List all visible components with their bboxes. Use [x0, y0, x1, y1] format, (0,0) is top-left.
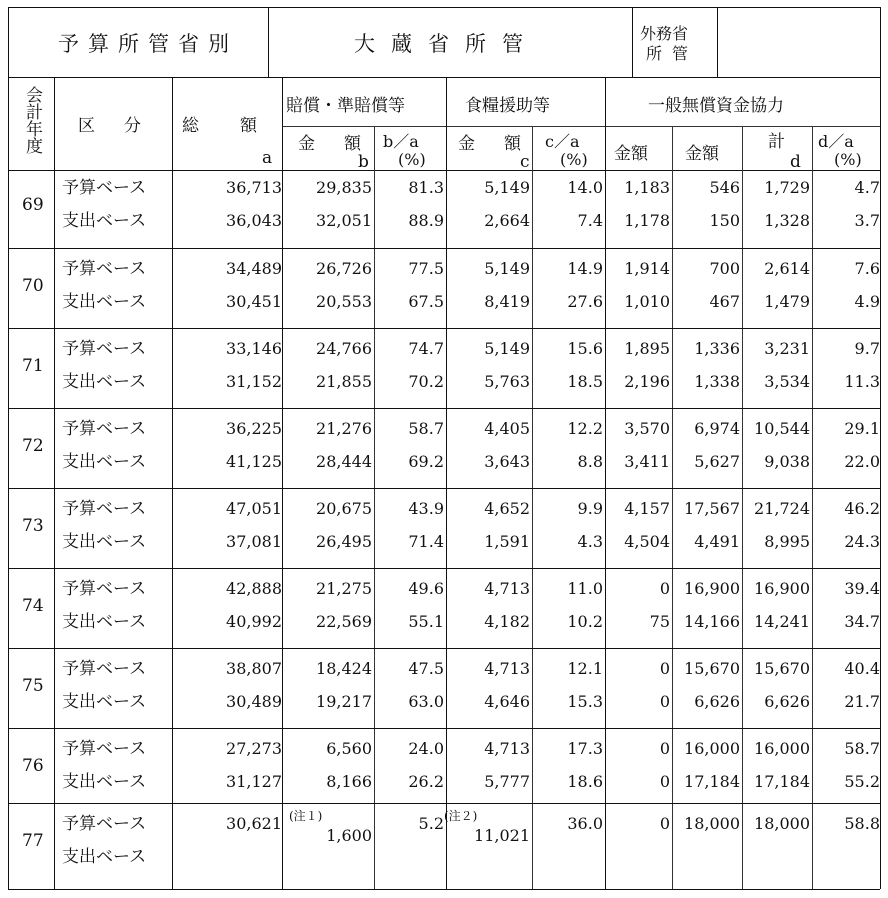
budget-d-cell: 2,614 — [764, 259, 810, 278]
budget-base-label: 予算ベース — [62, 579, 147, 599]
budget-ba-cell: 74.7 — [408, 339, 444, 358]
spend-da-cell: 22.0 — [844, 452, 880, 471]
budget-d-cell: 16,000 — [754, 739, 810, 758]
header-ratio-ca: c／a — [545, 132, 580, 151]
spend-da-cell: 34.7 — [844, 612, 880, 631]
spend-da-cell: 24.3 — [844, 532, 880, 551]
budget-c-cell: 4,652 — [484, 499, 530, 518]
spend-a-cell: 37,081 — [226, 532, 282, 551]
spend-a-cell: 36,043 — [226, 211, 282, 230]
header-amount-e2: 金額 — [685, 144, 719, 164]
budget-e1-cell: 1,895 — [624, 339, 670, 358]
spend-ca-cell: 18.5 — [567, 372, 603, 391]
spending-base-label: 支出ベース — [62, 452, 147, 472]
header-sub-divider — [282, 126, 880, 127]
budget-ca-cell: 17.3 — [567, 739, 603, 758]
spend-b-cell: 28,444 — [316, 452, 372, 471]
budget-ba-cell: 49.6 — [408, 579, 444, 598]
row-group-divider — [8, 488, 880, 489]
header-pct-d: (%) — [834, 150, 862, 169]
v-col-b — [374, 126, 375, 889]
v-col-e1 — [672, 126, 673, 889]
spend-ca-cell: 4.3 — [577, 532, 603, 551]
spend-a-cell: 40,992 — [226, 612, 282, 631]
spend-d-cell: 6,626 — [764, 692, 810, 711]
budget-ba-cell: 43.9 — [408, 499, 444, 518]
spend-e1-cell: 0 — [659, 772, 670, 791]
budget-ca-cell: 14.0 — [567, 178, 603, 197]
header-reparations: 賠償・準賠償等 — [286, 96, 405, 116]
fiscal-year-cell: 75 — [22, 676, 44, 696]
budget-c-cell: 4,713 — [484, 579, 530, 598]
fiscal-year-cell: 72 — [22, 436, 44, 456]
spend-da-cell: 4.9 — [854, 292, 880, 311]
budget-base-label: 予算ベース — [62, 814, 147, 834]
spend-da-cell: 11.3 — [844, 372, 880, 391]
v-top-3 — [717, 7, 718, 77]
budget-d-cell: 15,670 — [754, 659, 810, 678]
spend-ca-cell: 18.6 — [567, 772, 603, 791]
budget-d-cell: 21,724 — [754, 499, 810, 518]
budget-b-cell: 29,835 — [316, 178, 372, 197]
budget-ca-cell: 11.0 — [567, 579, 603, 598]
spending-base-label: 支出ベース — [62, 612, 147, 632]
fiscal-year-cell: 77 — [22, 831, 44, 851]
budget-ca-cell: 9.9 — [577, 499, 603, 518]
spend-b-cell: 19,217 — [316, 692, 372, 711]
header-total-sym: a — [262, 148, 273, 168]
v-col-c — [532, 126, 533, 889]
budget-c-cell: 4,713 — [484, 739, 530, 758]
budget-e1-cell: 4,157 — [624, 499, 670, 518]
budget-e2-cell: 15,670 — [684, 659, 740, 678]
header-ratio-ba: b／a — [383, 132, 419, 151]
fiscal-year-cell: 71 — [22, 356, 44, 376]
spend-ca-cell: 7.4 — [577, 211, 603, 230]
budget-b-cell: 21,275 — [316, 579, 372, 598]
header-pct-c: (%) — [560, 150, 588, 169]
budget-a-cell: 30,621 — [226, 814, 282, 833]
spending-base-label: 支出ベース — [62, 211, 147, 231]
budget-e1-cell: 0 — [659, 659, 670, 678]
border-top — [8, 7, 880, 8]
budget-e2-cell: 16,000 — [684, 739, 740, 758]
budget-d-cell: 10,544 — [754, 419, 810, 438]
fiscal-year-cell: 69 — [22, 195, 44, 215]
spend-ba-cell: 69.2 — [408, 452, 444, 471]
spend-e2-cell: 14,166 — [684, 612, 740, 631]
budget-c-cell: 5,149 — [484, 178, 530, 197]
budget-b-cell: 6,560 — [326, 739, 372, 758]
spending-base-label: 支出ベース — [62, 292, 147, 312]
budget-da-cell: 7.6 — [854, 259, 880, 278]
v-col-cat — [172, 77, 173, 889]
budget-a-cell: 33,146 — [226, 339, 282, 358]
header-by-ministry: 予算所管省別 — [58, 32, 238, 56]
spending-base-label: 支出ベース — [62, 692, 147, 712]
spend-ca-cell: 10.2 — [567, 612, 603, 631]
budget-ba-cell: 81.3 — [408, 178, 444, 197]
v-col-year — [54, 77, 55, 889]
spend-d-cell: 1,479 — [764, 292, 810, 311]
budget-base-label: 予算ベース — [62, 499, 147, 519]
budget-c-cell: 5,149 — [484, 339, 530, 358]
budget-b-cell: 24,766 — [316, 339, 372, 358]
spend-a-cell: 31,127 — [226, 772, 282, 791]
spend-ba-cell: 71.4 — [408, 532, 444, 551]
budget-a-cell: 38,807 — [226, 659, 282, 678]
budget-c-cell: 4,405 — [484, 419, 530, 438]
budget-c-cell: 11,021 — [474, 826, 530, 845]
budget-e2-cell: 18,000 — [684, 814, 740, 833]
spend-c-cell: 4,182 — [484, 612, 530, 631]
header-category: 区 分 — [78, 116, 147, 136]
budget-a-cell: 36,225 — [226, 419, 282, 438]
spend-d-cell: 17,184 — [754, 772, 810, 791]
budget-da-cell: 40.4 — [844, 659, 880, 678]
v-top-1 — [268, 7, 269, 77]
spend-c-cell: 5,763 — [484, 372, 530, 391]
spend-e1-cell: 3,411 — [624, 452, 670, 471]
budget-b-cell: 18,424 — [316, 659, 372, 678]
spend-ba-cell: 88.9 — [408, 211, 444, 230]
budget-c-cell: 4,713 — [484, 659, 530, 678]
budget-ba-cell: 47.5 — [408, 659, 444, 678]
v-top-2 — [632, 7, 633, 77]
budget-e1-cell: 0 — [659, 814, 670, 833]
spend-ba-cell: 26.2 — [408, 772, 444, 791]
border-bottom — [8, 889, 880, 890]
budget-b-cell: 26,726 — [316, 259, 372, 278]
header-mofa-line2: 所管 — [646, 44, 699, 63]
header-sym-d: d — [790, 152, 801, 172]
budget-base-label: 予算ベース — [62, 659, 147, 679]
spend-e2-cell: 17,184 — [684, 772, 740, 791]
spend-b-cell: 8,166 — [326, 772, 372, 791]
budget-base-label: 予算ベース — [62, 339, 147, 359]
budget-a-cell: 42,888 — [226, 579, 282, 598]
spend-ca-cell: 27.6 — [567, 292, 603, 311]
spend-c-cell: 3,643 — [484, 452, 530, 471]
header-total-kei: 計 — [768, 132, 785, 152]
note-1: (注１) — [289, 809, 323, 823]
row-group-divider — [8, 803, 880, 804]
spend-ca-cell: 15.3 — [567, 692, 603, 711]
spend-ba-cell: 67.5 — [408, 292, 444, 311]
header-total-label: 総 額 — [182, 116, 269, 136]
fiscal-year-cell: 74 — [22, 596, 44, 616]
spend-e2-cell: 6,626 — [694, 692, 740, 711]
budget-a-cell: 36,713 — [226, 178, 282, 197]
spend-e2-cell: 150 — [709, 211, 740, 230]
v-col-total — [282, 77, 283, 889]
spend-e1-cell: 0 — [659, 692, 670, 711]
fiscal-year-cell: 70 — [22, 276, 44, 296]
budget-e1-cell: 3,570 — [624, 419, 670, 438]
spend-ca-cell: 8.8 — [577, 452, 603, 471]
budget-ca-cell: 12.2 — [567, 419, 603, 438]
budget-e2-cell: 700 — [709, 259, 740, 278]
border-left — [8, 7, 9, 889]
header-amount-c: 金 額 — [458, 134, 527, 154]
header-amount-e1: 金額 — [614, 144, 648, 164]
spend-e2-cell: 5,627 — [694, 452, 740, 471]
budget-ca-cell: 15.6 — [567, 339, 603, 358]
header-ratio-da: d／a — [818, 132, 854, 151]
budget-ba-cell: 5.2 — [418, 814, 444, 833]
budget-d-cell: 1,729 — [764, 178, 810, 197]
spend-da-cell: 55.2 — [844, 772, 880, 791]
budget-c-cell: 5,149 — [484, 259, 530, 278]
budget-d-cell: 18,000 — [754, 814, 810, 833]
spend-da-cell: 21.7 — [844, 692, 880, 711]
spend-d-cell: 14,241 — [754, 612, 810, 631]
spend-e2-cell: 467 — [709, 292, 740, 311]
budget-base-label: 予算ベース — [62, 178, 147, 198]
spend-d-cell: 3,534 — [764, 372, 810, 391]
spend-a-cell: 30,489 — [226, 692, 282, 711]
budget-da-cell: 46.2 — [844, 499, 880, 518]
row-group-divider — [8, 728, 880, 729]
budget-ca-cell: 14.9 — [567, 259, 603, 278]
row-group-divider — [8, 568, 880, 569]
budget-e2-cell: 16,900 — [684, 579, 740, 598]
budget-a-cell: 47,051 — [226, 499, 282, 518]
budget-d-cell: 16,900 — [754, 579, 810, 598]
row-group-divider — [8, 248, 880, 249]
spend-a-cell: 30,451 — [226, 292, 282, 311]
header-mofa-line1: 外務省 — [640, 24, 689, 43]
v-col-e2 — [742, 126, 743, 889]
budget-da-cell: 58.8 — [844, 814, 880, 833]
budget-ba-cell: 24.0 — [408, 739, 444, 758]
spend-c-cell: 8,419 — [484, 292, 530, 311]
spend-b-cell: 22,569 — [316, 612, 372, 631]
header-sym-c: c — [520, 152, 530, 172]
budget-ba-cell: 58.7 — [408, 419, 444, 438]
spend-e2-cell: 1,338 — [694, 372, 740, 391]
budget-e1-cell: 0 — [659, 739, 670, 758]
spend-e1-cell: 1,010 — [624, 292, 670, 311]
budget-base-label: 予算ベース — [62, 419, 147, 439]
budget-e1-cell: 0 — [659, 579, 670, 598]
spend-d-cell: 9,038 — [764, 452, 810, 471]
budget-da-cell: 39.4 — [844, 579, 880, 598]
spend-e2-cell: 4,491 — [694, 532, 740, 551]
spend-ba-cell: 55.1 — [408, 612, 444, 631]
spend-e1-cell: 1,178 — [624, 211, 670, 230]
budget-e1-cell: 1,183 — [624, 178, 670, 197]
header-pct-b: (%) — [398, 150, 426, 169]
v-col-d — [812, 126, 813, 889]
budget-e2-cell: 6,974 — [694, 419, 740, 438]
budget-a-cell: 27,273 — [226, 739, 282, 758]
budget-da-cell: 9.7 — [854, 339, 880, 358]
spend-c-cell: 4,646 — [484, 692, 530, 711]
v-col-ba — [446, 77, 447, 889]
spending-base-label: 支出ベース — [62, 532, 147, 552]
spend-a-cell: 31,152 — [226, 372, 282, 391]
budget-e2-cell: 17,567 — [684, 499, 740, 518]
fiscal-year-cell: 73 — [22, 516, 44, 536]
spend-c-cell: 5,777 — [484, 772, 530, 791]
budget-b-cell: 1,600 — [326, 826, 372, 845]
budget-ba-cell: 77.5 — [408, 259, 444, 278]
budget-a-cell: 34,489 — [226, 259, 282, 278]
spend-b-cell: 26,495 — [316, 532, 372, 551]
fiscal-year-cell: 76 — [22, 756, 44, 776]
header-grant-aid: 一般無償資金協力 — [648, 96, 784, 116]
note-2: (注２) — [444, 809, 478, 823]
budget-e2-cell: 546 — [709, 178, 740, 197]
budget-e2-cell: 1,336 — [694, 339, 740, 358]
v-col-ca — [605, 77, 606, 889]
spend-e1-cell: 4,504 — [624, 532, 670, 551]
spending-base-label: 支出ベース — [62, 372, 147, 392]
budget-base-label: 予算ベース — [62, 739, 147, 759]
spend-ba-cell: 63.0 — [408, 692, 444, 711]
header-amount-b: 金 額 — [298, 134, 367, 154]
spend-b-cell: 32,051 — [316, 211, 372, 230]
header-food-aid: 食糧援助等 — [465, 96, 550, 116]
spend-a-cell: 41,125 — [226, 452, 282, 471]
header-mof: 大蔵省所管 — [354, 32, 539, 56]
spend-d-cell: 1,328 — [764, 211, 810, 230]
spend-e1-cell: 2,196 — [624, 372, 670, 391]
spending-base-label: 支出ベース — [62, 847, 147, 867]
header-fiscal-year: 会計年度 — [22, 86, 42, 154]
budget-b-cell: 20,675 — [316, 499, 372, 518]
spend-d-cell: 8,995 — [764, 532, 810, 551]
budget-base-label: 予算ベース — [62, 259, 147, 279]
budget-da-cell: 4.7 — [854, 178, 880, 197]
spend-c-cell: 1,591 — [484, 532, 530, 551]
row-group-divider — [8, 408, 880, 409]
budget-ca-cell: 36.0 — [567, 814, 603, 833]
budget-b-cell: 21,276 — [316, 419, 372, 438]
spend-b-cell: 21,855 — [316, 372, 372, 391]
spend-da-cell: 3.7 — [854, 211, 880, 230]
header-row1-bottom — [8, 77, 880, 78]
spend-ba-cell: 70.2 — [408, 372, 444, 391]
budget-e1-cell: 1,914 — [624, 259, 670, 278]
border-right — [880, 7, 881, 889]
row-group-divider — [8, 328, 880, 329]
budget-d-cell: 3,231 — [764, 339, 810, 358]
budget-ca-cell: 12.1 — [567, 659, 603, 678]
budget-da-cell: 58.7 — [844, 739, 880, 758]
header-bottom — [8, 170, 880, 171]
spend-b-cell: 20,553 — [316, 292, 372, 311]
spend-c-cell: 2,664 — [484, 211, 530, 230]
spend-e1-cell: 75 — [649, 612, 670, 631]
row-group-divider — [8, 648, 880, 649]
budget-da-cell: 29.1 — [844, 419, 880, 438]
spending-base-label: 支出ベース — [62, 772, 147, 792]
header-sym-b: b — [358, 152, 369, 172]
